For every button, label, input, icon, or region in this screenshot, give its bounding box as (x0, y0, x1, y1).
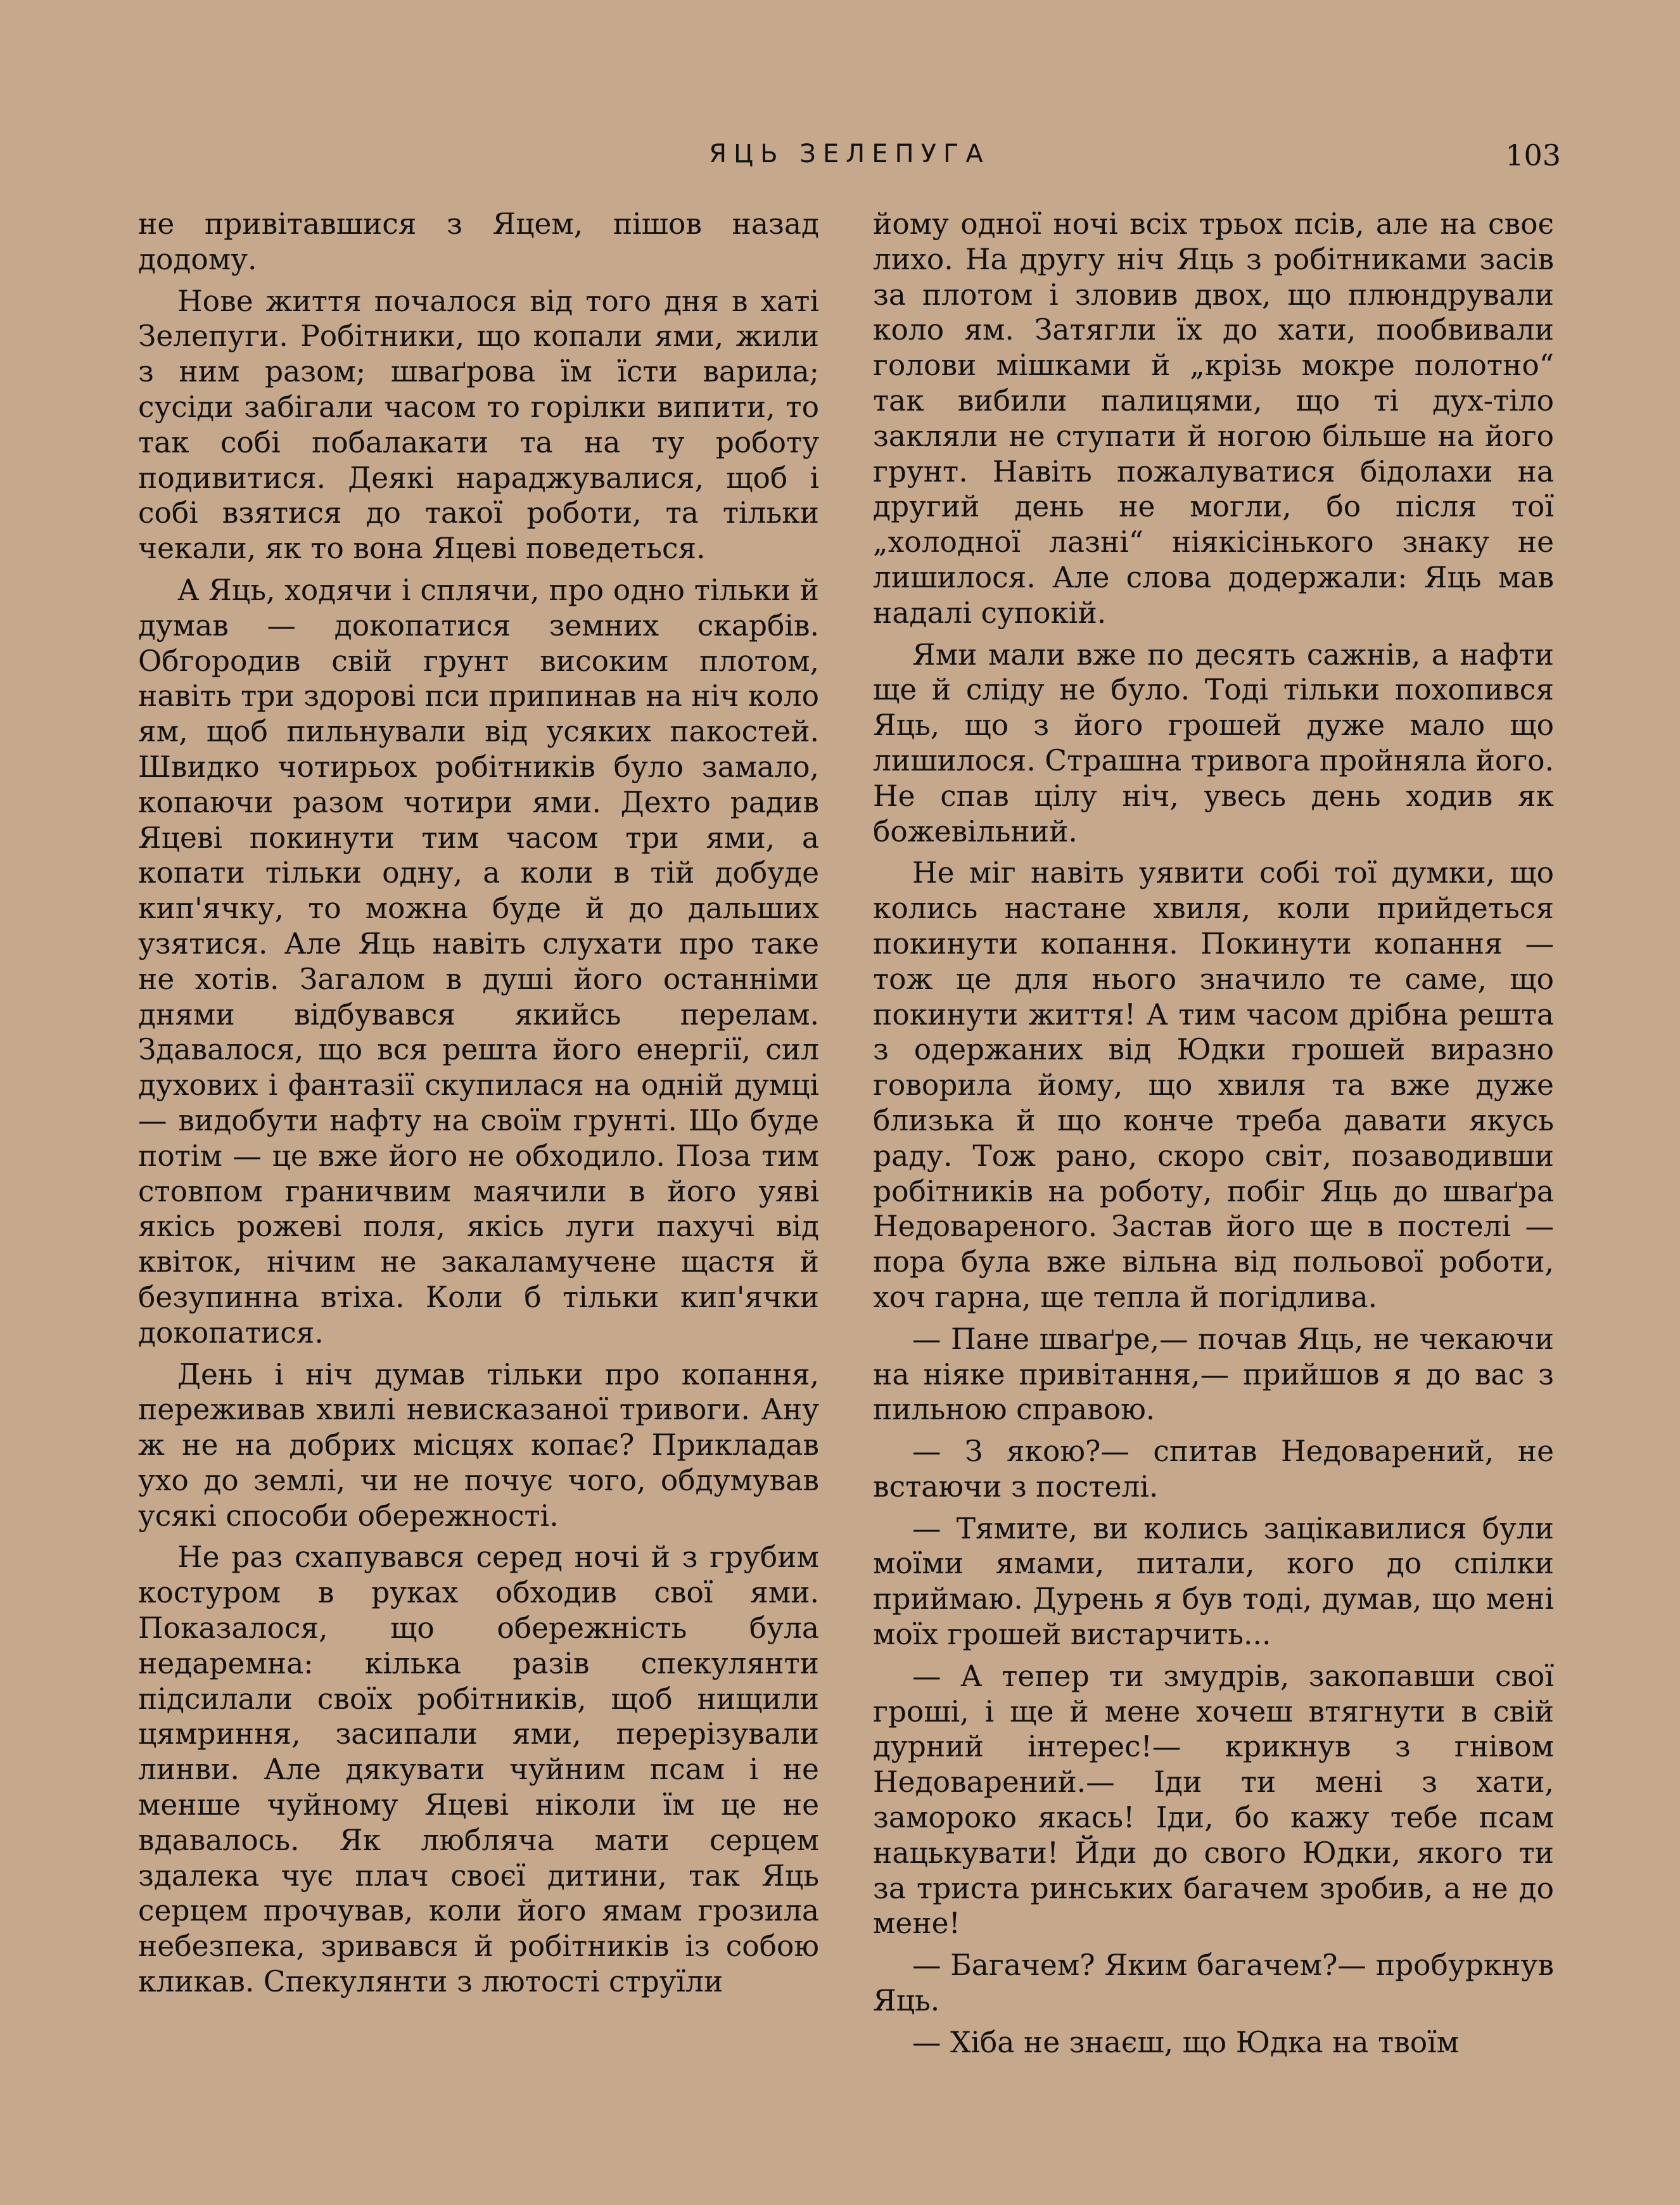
running-title: ЯЦЬ ЗЕЛЕПУГА (709, 139, 990, 169)
left-column (138, 207, 819, 2114)
dialogue-line: — Хіба не знаєш, що Юдка на твоїм (912, 2025, 1460, 2059)
paragraph: День і ніч думав тільки про копання, переживав хвилі невисказаної тривоги. Ану ж не на добрих місцях копає? Прикладав ухо до землі, чи не почує чого, обдумував усякі способи обережності. (138, 1357, 819, 1533)
paragraph: Нове життя почалося від того дня в хаті Зелепуги. Робітники, що копали ями, жили з ним разом; шваґрова їм їсти варила; сусіди забігали часом то горілки випити, то так собі побалакати та на ту роботу подивитися. Деякі нараджувалися, щоб і собі взятися до такої роботи, та тільки чекали, як то вона Яцеві поведеться. (138, 284, 819, 566)
paragraph: А Яць, ходячи і сплячи, про одно тільки й думав — докопатися земних скарбів. Обгородив свій грунт високим плотом, навіть три здорові пси припинав на ніч коло ям, щоб пильнували від усяких пакостей. Швидко чотирьох робітників було замало, копаючи разом чотири ями. Дехто радив Яцеві покинути тим часом три ями, а копати тільки одну, а коли в тій добуде кип'ячку, то можна буде й до дальших узятися. Але Яць навіть слухати про таке не хотів. Загалом в душі його останніми днями відбувався якийсь перелам. Здавалося, що вся решта його енергії, сил духових і фантазії скупилася на одній думці — видобути нафту на своїм грунті. Що буде потім — це вже його не обходило. Поза тим стовпом граничвим маячили в його уяві якісь рожеві поля, якісь луги пахучі від квіток, нічим не закаламучене щастя й безупинна втіха. Коли б тільки кип'ячки докопатися. (138, 573, 819, 1350)
dialogue-line: — Тямите, ви колись зацікавилися були моїми ямами, питали, кого до спілки приймаю. Дурень я був тоді, думав, що мені моїх грошей вистарчить... (873, 1511, 1554, 1652)
dialogue-line: — Пане шваґре,— почав Яць, не чекаючи на ніяке привітання,— прийшов я до вас з пильною справою. (873, 1322, 1554, 1427)
dialogue-line: — Багачем? Яким багачем?— пробуркнув Яць. (873, 1948, 1554, 2018)
paragraph: йому одної ночі всіх трьох псів, але на своє лихо. На другу ніч Яць з робітниками засів за плотом і зловив двох, що плюндрували коло ям. Затягли їх до хати, пообвивали голови мішками й „крізь мокре полотно“ так вибили палицями, що ті дух-тіло закляли не ступати й ногою більше на його грунт. Навіть пожалуватися бідолахи на другий день не могли, бо після тої „холодної лазні“ ніякісінького знаку не лишилося. Але слова додержали: Яць мав надалі супокій. (873, 207, 1554, 630)
paragraph: не привітавшися з Яцем, пішов назад додому. (138, 207, 819, 276)
paragraph: Ями мали вже по десять сажнів, а нафти ще й сліду не було. Тоді тільки похопився Яць, що з його грошей дуже мало що лишилося. Страшна тривога пройняла його. Не спав цілу ніч, увесь день ходив як божевільний. (873, 637, 1554, 848)
dialogue-line: — А тепер ти змудрів, закопавши свої гроші, і ще й мене хочеш втягнути в свій дурний інтерес!— крикнув з гнівом Недоварений.— Іди ти мені з хати, замороко якась! Іди, бо кажу тебе псам нацькувати! Йди до свого Юдки, якого ти за триста ринських багачем зробив, а не до мене! (873, 1659, 1554, 1941)
page-number: 103 (1505, 138, 1561, 172)
dialogue-line: — З якою?— спитав Недоварений, не встаючи з постелі. (873, 1435, 1554, 1504)
page-header (138, 138, 1561, 176)
paragraph: Не раз схапувався серед ночі й з грубим костуром в руках обходив свої ями. Показалося, що обережність була недаремна: кілька разів спекулянти підсилали своїх робітників, щоб нищили цямриння, засипали ями, перерізували линви. Але дякувати чуйним псам і не менше чуйному Яцеві ніколи їм це не вдавалось. Як люблячa мати серцем здалека чує плач своєї дитини, так Яць серцем прочував, коли його ямам грозила небезпека, зривався й робітників із собою кликав. Спекулянти з лютості струїли (138, 1540, 819, 1999)
paragraph: Не міг навіть уявити собі тої думки, що колись настане хвиля, коли прийдеться покинути копання. Покинути копання — тож це для нього значило те саме, що покинути життя! А тим часом дрібна решта з одержаних від Юдки грошей виразно говорила йому, що хвиля та вже дуже близька й що конче треба давати якусь раду. Тож рано, скоро світ, позаводивши робітників на роботу, побіг Яць до шваґра Недовареного. Застав його ще в постелі — пора була вже вільна від польової роботи, хоч гарна, ще тепла й погідлива. (873, 856, 1554, 1314)
right-column (873, 207, 1554, 2114)
